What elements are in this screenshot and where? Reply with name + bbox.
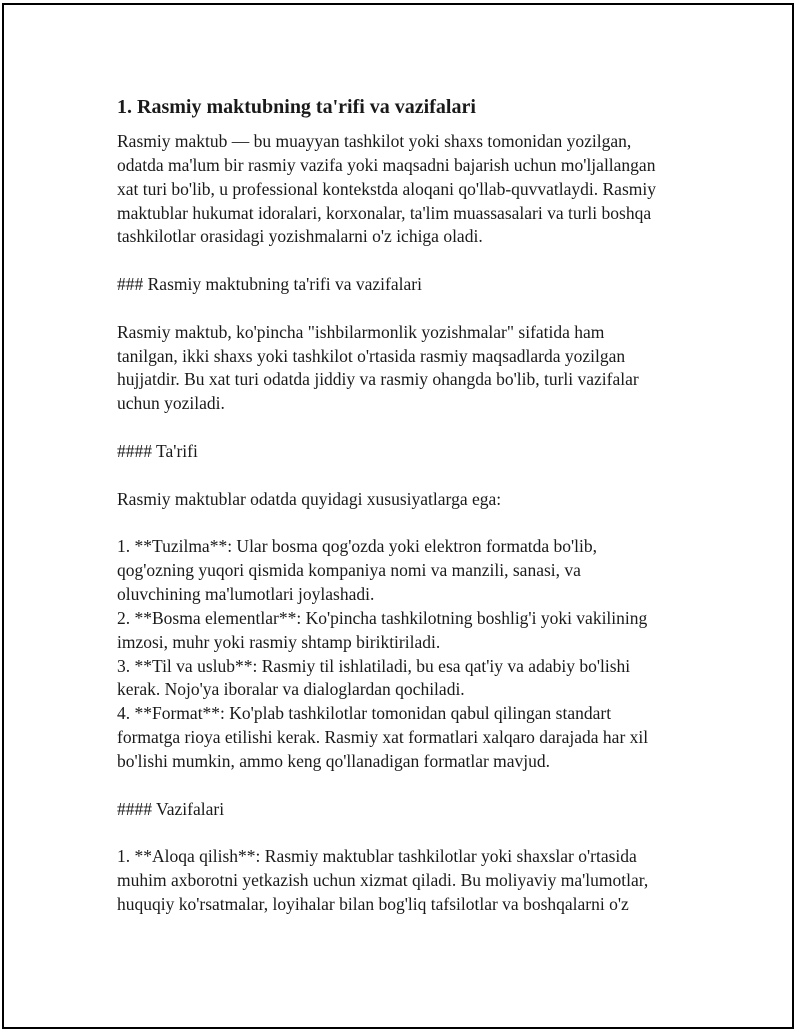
features-line: qog'ozning yuqori qismida kompaniya nomi va manzili, sanasi, va [117, 560, 581, 581]
features-line: oluvchining ma'lumotlari joylashadi. [117, 584, 375, 605]
functions-list [117, 845, 697, 917]
features-line: formatga rioya etilishi kerak. Rasmiy xat formatlari xalqaro darajada har xil [117, 727, 649, 748]
document-body [117, 93, 697, 917]
features-list [117, 535, 697, 773]
features-line: 1. **Tuzilma**: Ular bosma qog'ozda yoki elektron formatda bo'lib, [117, 536, 598, 557]
blank-line [117, 297, 697, 321]
definition-line: Rasmiy maktub, ko'pincha "ishbilarmonlik yozishmalar" sifatida ham [117, 321, 605, 342]
features-intro: Rasmiy maktublar odatda quyidagi xususiyatlarga ega: [117, 488, 502, 509]
features-line: bo'lishi mumkin, ammo keng qo'llanadigan formatlar mavjud. [117, 750, 551, 771]
tarifi-heading: #### Ta'rifi [117, 440, 198, 461]
definition-line: tanilgan, ikki shaxs yoki tashkilot o'rtasida rasmiy maqsadlarda yozilgan [117, 345, 626, 366]
blank-line [117, 249, 697, 273]
intro-paragraph [117, 130, 697, 249]
functions-line: huquqiy ko'rsatmalar, loyihalar bilan bog'liq tafsilotlar va boshqalarni o'z [117, 894, 629, 914]
features-line: kerak. Nojo'ya iboralar va dialoglardan qochiladi. [117, 679, 465, 700]
intro-line: maktublar hukumat idoralari, korxonalar, ta'lim muassasalari va turli boshqa [117, 202, 652, 223]
features-line: imzosi, muhr yoki rasmiy shtamp biriktiriladi. [117, 631, 441, 652]
features-line: 3. **Til va uslub**: Rasmiy til ishlatiladi, bu esa qat'iy va adabiy bo'lishi [117, 655, 631, 676]
vazifalari-heading: #### Vazifalari [117, 798, 225, 819]
blank-line [117, 512, 697, 536]
functions-line: 1. **Aloqa qilish**: Rasmiy maktublar tashkilotlar yoki shaxslar o'rtasida [117, 846, 637, 867]
intro-line: xat turi bo'lib, u professional kontekstda aloqani qo'llab-quvvatlaydi. Rasmiy [117, 178, 656, 199]
document-title: 1. Rasmiy maktubning ta'rifi va vazifalari [117, 96, 476, 118]
intro-line: odatda ma'lum bir rasmiy vazifa yoki maqsadni bajarish uchun mo'ljallangan [117, 154, 656, 175]
definition-line: hujjatdir. Bu xat turi odatda jiddiy va rasmiy ohangda bo'lib, turli vazifalar [117, 369, 639, 390]
blank-line [117, 821, 697, 845]
intro-line: tashkilotlar orasidagi yozishmalarni o'z ichiga oladi. [117, 226, 483, 247]
functions-line: muhim axborotni yetkazish uchun xizmat qiladi. Bu moliyaviy ma'lumotlar, [117, 870, 649, 891]
features-line: 4. **Format**: Ko'plab tashkilotlar tomonidan qabul qilingan standart [117, 703, 612, 724]
blank-line [117, 416, 697, 440]
subheading: ### Rasmiy maktubning ta'rifi va vazifalari [117, 274, 422, 295]
blank-line [117, 464, 697, 488]
definition-paragraph [117, 321, 697, 416]
features-line: 2. **Bosma elementlar**: Ko'pincha tashkilotning boshlig'i yoki vakilining [117, 607, 648, 628]
blank-line [117, 774, 697, 798]
definition-line: uchun yoziladi. [117, 393, 225, 414]
intro-line: Rasmiy maktub — bu muayyan tashkilot yoki shaxs tomonidan yozilgan, [117, 131, 632, 151]
